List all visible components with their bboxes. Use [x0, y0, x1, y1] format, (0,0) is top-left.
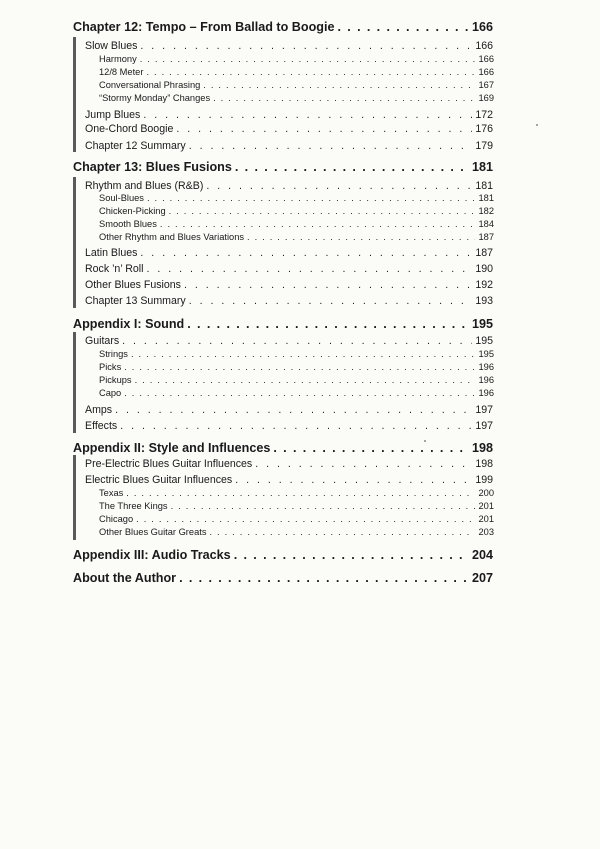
toc-page-number: 184 [478, 219, 494, 229]
toc-page-number: 167 [478, 80, 494, 90]
dot-leader [337, 19, 469, 35]
toc-page-number: 181 [478, 193, 494, 203]
dot-leader [189, 139, 473, 153]
dot-leader [169, 205, 476, 217]
toc-entry-label: Appendix III: Audio Tracks [73, 548, 231, 562]
dot-leader [247, 231, 475, 243]
toc-chapter-entry [73, 570, 493, 586]
toc-page-number: 172 [475, 109, 493, 121]
toc-entry-label: Guitars [85, 335, 120, 347]
toc-entry-label: Pickups [99, 375, 132, 385]
toc-section-entry [85, 139, 493, 153]
paper-speck [424, 440, 426, 442]
toc-subsection-entry [99, 231, 494, 243]
toc-subsection-entry [99, 53, 494, 65]
dot-leader [122, 334, 472, 348]
dot-leader [209, 526, 475, 538]
toc-page-number: 181 [471, 160, 493, 174]
toc-chapter-entry [73, 19, 493, 35]
toc-section-entry [85, 403, 493, 417]
dot-leader [273, 440, 469, 456]
dot-leader [120, 419, 472, 433]
dot-leader [124, 387, 475, 399]
dot-leader [206, 179, 472, 193]
dot-leader [135, 374, 476, 386]
toc-page-number: 190 [475, 263, 493, 275]
toc-subsection-entry [99, 218, 494, 230]
toc-chapter-entry [73, 440, 493, 456]
toc-page-number: 199 [475, 474, 493, 486]
toc-section-entry [85, 179, 493, 193]
dot-leader [189, 294, 473, 308]
toc-subsection-entry [99, 374, 494, 386]
dot-leader [146, 262, 472, 276]
toc-section-entry [85, 108, 493, 122]
toc-entry-label: Strings [99, 349, 128, 359]
dot-leader [203, 79, 475, 91]
dot-leader [213, 92, 475, 104]
chapter-side-rule [73, 37, 76, 152]
toc-page-number: 198 [471, 441, 493, 455]
toc-page-number: 166 [475, 40, 493, 52]
toc-page-number: 196 [478, 388, 494, 398]
toc-entry-label: 12/8 Meter [99, 67, 144, 77]
toc-section-entry [85, 246, 493, 260]
toc-page-number: 196 [478, 375, 494, 385]
toc-page-number: 169 [478, 93, 494, 103]
toc-entry-label: Conversational Phrasing [99, 80, 201, 90]
toc-entry-label: Picks [99, 362, 122, 372]
toc-page-number: 195 [471, 317, 493, 331]
toc-section-entry [85, 419, 493, 433]
toc-entry-label: Capo [99, 388, 122, 398]
toc-page-number: 201 [478, 514, 494, 524]
dot-leader [131, 348, 476, 360]
toc-entry-label: Appendix I: Sound [73, 317, 185, 331]
toc-subsection-entry [99, 79, 494, 91]
toc-page-number: 166 [478, 54, 494, 64]
toc-subsection-entry [99, 361, 494, 373]
dot-leader [115, 403, 472, 417]
dot-leader [136, 513, 475, 525]
toc-entry-label: Other Blues Fusions [85, 279, 181, 291]
toc-entry-label: Rock ’n’ Roll [85, 263, 144, 275]
toc-page-number: 200 [478, 488, 494, 498]
toc-entry-label: Chicken-Picking [99, 206, 166, 216]
toc-entry-label: Chapter 12 Summary [85, 140, 186, 152]
toc-subsection-entry [99, 487, 494, 499]
dot-leader [124, 361, 475, 373]
toc-subsection-entry [99, 513, 494, 525]
toc-subsection-entry [99, 387, 494, 399]
toc-entry-label: Pre-Electric Blues Guitar Influences [85, 458, 253, 470]
toc-page-number: 187 [475, 247, 493, 259]
toc-subsection-entry [99, 526, 494, 538]
toc-entry-label: Electric Blues Guitar Influences [85, 474, 233, 486]
toc-page-number: 166 [471, 20, 493, 34]
toc-section-entry [85, 39, 493, 53]
toc-section-entry [85, 334, 493, 348]
toc-subsection-entry [99, 92, 494, 104]
toc-entry-label: Chapter 13: Blues Fusions [73, 160, 232, 174]
dot-leader [179, 570, 469, 586]
dot-leader [147, 192, 476, 204]
toc-chapter-entry [73, 547, 493, 563]
dot-leader [160, 218, 476, 230]
toc-entry-label: Chicago [99, 514, 134, 524]
toc-page-number: 207 [471, 571, 493, 585]
dot-leader [176, 122, 472, 136]
toc-page-number: 197 [475, 404, 493, 416]
dot-leader [235, 473, 472, 487]
toc-section-entry [85, 294, 493, 308]
toc-section-entry [85, 262, 493, 276]
toc-subsection-entry [99, 66, 494, 78]
toc-entry-label: Texas [99, 488, 124, 498]
toc-page-number: 201 [478, 501, 494, 511]
toc-chapter-entry [73, 316, 493, 332]
dot-leader [126, 487, 475, 499]
toc-entry-label: Other Blues Guitar Greats [99, 527, 207, 537]
toc-entry-label: Harmony [99, 54, 137, 64]
toc-subsection-entry [99, 205, 494, 217]
toc-page-number: 196 [478, 362, 494, 372]
chapter-side-rule [73, 332, 76, 433]
dot-leader [187, 316, 469, 332]
dot-leader [140, 246, 472, 260]
toc-subsection-entry [99, 192, 494, 204]
toc-page-number: 198 [475, 458, 493, 470]
toc-entry-label: Other Rhythm and Blues Variations [99, 232, 245, 242]
dot-leader [184, 278, 472, 292]
toc-page-number: 182 [478, 206, 494, 216]
dot-leader [146, 66, 475, 78]
toc-page-number: 181 [475, 180, 493, 192]
toc-entry-label: “Stormy Monday” Changes [99, 93, 211, 103]
toc-page-number: 187 [478, 232, 494, 242]
dot-leader [171, 500, 476, 512]
toc-page-number: 195 [478, 349, 494, 359]
dot-leader [140, 53, 476, 65]
toc-page-number: 166 [478, 67, 494, 77]
toc-page-number: 193 [475, 295, 493, 307]
dot-leader [255, 457, 472, 471]
toc-entry-label: Amps [85, 404, 113, 416]
toc-page-number: 176 [475, 123, 493, 135]
toc-entry-label: Chapter 12: Tempo – From Ballad to Boogie [73, 20, 335, 34]
toc-page-number: 192 [475, 279, 493, 291]
toc-entry-label: Jump Blues [85, 109, 141, 121]
toc-entry-label: Soul-Blues [99, 193, 144, 203]
toc-entry-label: The Three Kings [99, 501, 168, 511]
chapter-side-rule [73, 455, 76, 540]
dot-leader [143, 108, 472, 122]
dot-leader [140, 39, 472, 53]
dot-leader [235, 159, 469, 175]
chapter-side-rule [73, 177, 76, 308]
toc-subsection-entry [99, 348, 494, 360]
toc-entry-label: About the Author [73, 571, 177, 585]
toc-page-number: 197 [475, 420, 493, 432]
toc-section-entry [85, 122, 493, 136]
toc-entry-label: Slow Blues [85, 40, 138, 52]
toc-page-number: 203 [478, 527, 494, 537]
toc-entry-label: Appendix II: Style and Influences [73, 441, 271, 455]
toc-entry-label: Effects [85, 420, 118, 432]
toc-entry-label: Chapter 13 Summary [85, 295, 186, 307]
toc-subsection-entry [99, 500, 494, 512]
toc-page-number: 179 [475, 140, 493, 152]
dot-leader [234, 547, 469, 563]
toc-entry-label: Smooth Blues [99, 219, 157, 229]
toc-entry-label: One-Chord Boogie [85, 123, 174, 135]
toc-section-entry [85, 457, 493, 471]
toc-entry-label: Latin Blues [85, 247, 138, 259]
toc-page-number: 204 [471, 548, 493, 562]
toc-page-number: 195 [475, 335, 493, 347]
toc-chapter-entry [73, 159, 493, 175]
toc-section-entry [85, 473, 493, 487]
toc-section-entry [85, 278, 493, 292]
paper-speck [536, 124, 538, 126]
toc-entry-label: Rhythm and Blues (R&B) [85, 180, 204, 192]
